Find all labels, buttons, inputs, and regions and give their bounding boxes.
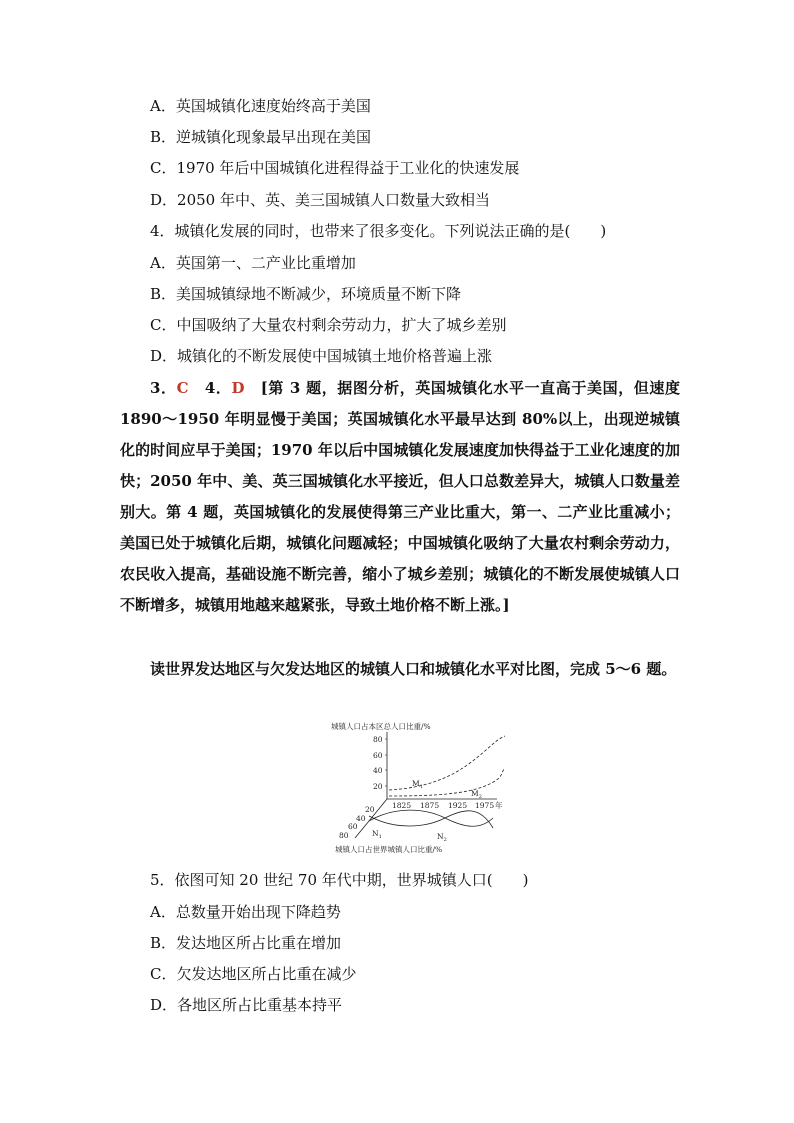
urbanization-figure — [325, 718, 525, 858]
down-tick-40: 40 — [356, 814, 366, 823]
label-n2: $N_2$ — [437, 832, 447, 843]
up-tick-40: 40 — [373, 766, 383, 775]
q4-option-b: B．美国城镇绿地不断减少，环境质量不断下降 — [150, 285, 462, 303]
answer-q4: D — [231, 379, 245, 397]
figure-intro: 读世界发达地区与欠发达地区的城镇人口和城镇化水平对比图，完成 5～6 题。 — [150, 660, 677, 678]
x-tick-1925: 1925 — [448, 801, 468, 810]
answer-q3: C — [176, 379, 189, 397]
q5-stem: 5．依图可知 20 世纪 70 年代中期，世界城镇人口( ) — [150, 871, 529, 889]
q5-option-b: B．发达地区所占比重在增加 — [150, 934, 342, 952]
curve-m2 — [389, 768, 505, 796]
q4-option-c: C．中国吸纳了大量农村剩余劳动力，扩大了城乡差别 — [150, 316, 507, 334]
q4-option-d: D．城镇化的不断发展使中国城镇土地价格普遍上涨 — [150, 347, 493, 365]
q5-option-d: D．各地区所占比重基本持平 — [150, 996, 343, 1014]
up-tick-80: 80 — [373, 735, 383, 744]
q3-option-b: B．逆城镇化现象最早出现在美国 — [150, 128, 372, 146]
x-tick-1875: 1875 — [420, 801, 440, 810]
curve-m1 — [389, 736, 505, 790]
up-tick-20: 20 — [373, 782, 383, 791]
x-tick-1825: 1825 — [392, 801, 412, 810]
figure-top-label: 城镇人口占本区总人口比重/% — [331, 722, 431, 731]
x-tick-1975: 1975 — [475, 801, 495, 810]
q4-stem: 4．城镇化发展的同时，也带来了很多变化。下列说法正确的是( ) — [150, 222, 607, 240]
curve-n1 — [369, 810, 493, 826]
label-n1: $N_1$ — [372, 829, 382, 840]
up-tick-60: 60 — [373, 751, 383, 760]
answer-mid: 4． — [188, 379, 232, 397]
q4-option-a: A．英国第一、二产业比重增加 — [150, 254, 356, 272]
q5-option-a: A．总数量开始出现下降趋势 — [150, 903, 341, 921]
q5-option-c: C．欠发达地区所占比重在减少 — [150, 965, 357, 983]
figure-bottom-label: 城镇人口占世界城镇人口比重/% — [335, 845, 443, 854]
down-tick-80: 80 — [339, 831, 349, 840]
answer-explanation — [120, 373, 680, 621]
q3-option-d: D．2050 年中、英、美三国城镇人口数量大致相当 — [150, 191, 490, 209]
x-unit: 年 — [495, 801, 503, 810]
q3-option-c: C．1970 年后中国城镇化进程得益于工业化的快速发展 — [150, 159, 520, 177]
down-tick-20: 20 — [365, 805, 375, 814]
down-tick-60: 60 — [348, 822, 358, 831]
label-m2: $M_2$ — [471, 789, 482, 800]
answer-prefix: 3． — [150, 379, 177, 397]
label-m1: $M_1$ — [412, 779, 423, 790]
q3-option-a: A．英国城镇化速度始终高于美国 — [150, 97, 371, 115]
explanation-text: [第 3 题，据图分析，英国城镇化水平一直高于美国，但速度1890～1950 年明显慢于美国；英国城镇化水平最早达到 80%以上，出现逆城镇化的时间应早于美国；1970 年以后中国城镇化发展速度加快得益于工业化速度的加快；2050 年中、美、英三国城镇化水平接近，但人口总数差异大，城镇人口数量差别大。第 4 题，英国城镇化的发展使得第三产业比重大，第一、二产业比重减小；美国已处于城镇化后期，城镇化问题减轻；中国城镇化吸纳了大量农村剩余劳动力，农民收入提高，基础设施不断完善，缩小了城乡差别；城镇化的不断发展使城镇人口不断增多，城镇用地越来越紧张，导致土地价格不断上涨。] — [120, 379, 681, 614]
